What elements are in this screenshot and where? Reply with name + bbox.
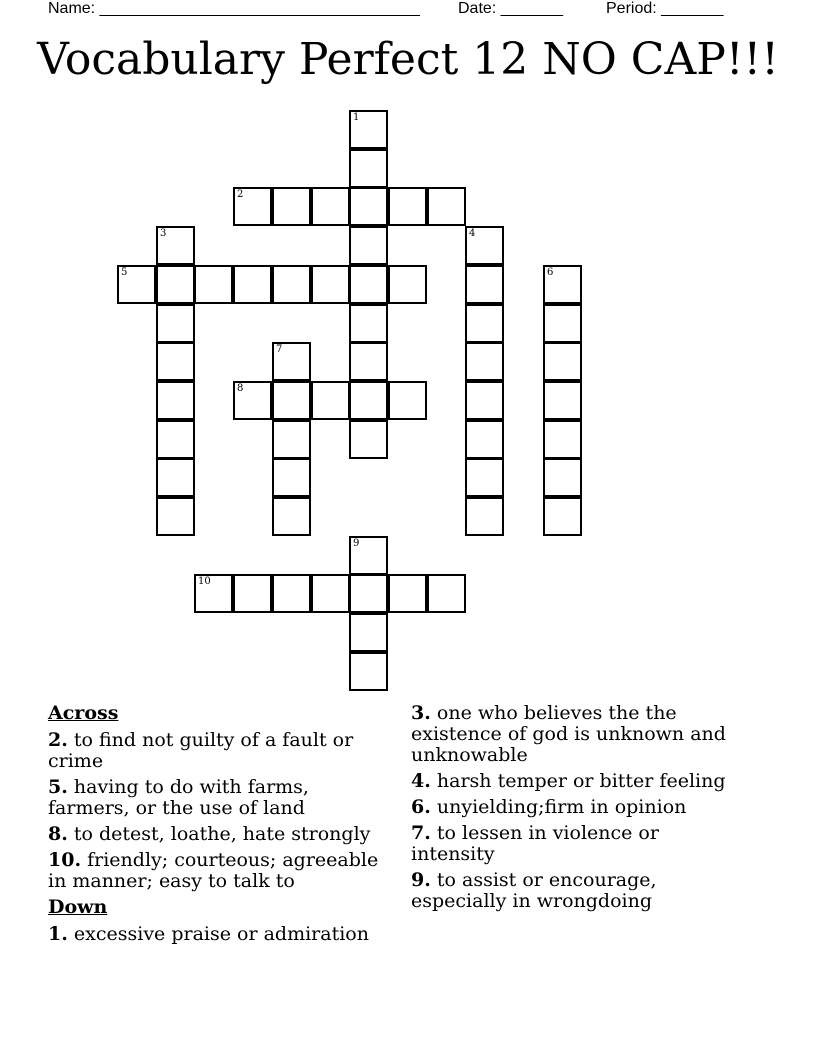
cell-clue-number: 7: [276, 344, 283, 355]
crossword-cell[interactable]: [311, 381, 350, 420]
clue-down-1: [48, 924, 393, 945]
clue-across-5: [48, 777, 393, 819]
down-heading: Down: [48, 896, 108, 918]
cell-clue-number: 10: [198, 576, 211, 587]
crossword-cell[interactable]: [156, 497, 195, 536]
crossword-cell[interactable]: [349, 574, 388, 613]
clue-number: 9.: [411, 869, 431, 891]
crossword-cell[interactable]: [349, 187, 388, 226]
cell-clue-number: 8: [237, 383, 244, 394]
clue-down-7: [411, 823, 746, 865]
crossword-cell[interactable]: [349, 420, 388, 459]
crossword-cell[interactable]: [388, 574, 427, 613]
clue-across-8: [48, 824, 393, 845]
crossword-cell[interactable]: [349, 149, 388, 188]
crossword-cell[interactable]: [465, 420, 504, 459]
crossword-cell[interactable]: [272, 342, 311, 381]
crossword-cell[interactable]: [543, 458, 582, 497]
crossword-cell[interactable]: [272, 497, 311, 536]
name-field-label: Name: ____________________________________: [48, 0, 420, 17]
crossword-cell[interactable]: [156, 265, 195, 304]
crossword-cell[interactable]: [465, 342, 504, 381]
crossword-cell[interactable]: [156, 458, 195, 497]
crossword-cell[interactable]: [194, 265, 233, 304]
clue-number: 8.: [48, 823, 68, 845]
clue-number: 2.: [48, 729, 68, 751]
crossword-cell[interactable]: [543, 497, 582, 536]
crossword-cell[interactable]: [349, 381, 388, 420]
crossword-cell[interactable]: [465, 458, 504, 497]
crossword-cell[interactable]: [272, 574, 311, 613]
crossword-cell[interactable]: [349, 265, 388, 304]
crossword-cell[interactable]: [465, 497, 504, 536]
cell-clue-number: 9: [353, 538, 360, 549]
crossword-cell[interactable]: [311, 574, 350, 613]
clue-text: one who believes the the existence of god is unknown and unknowable: [411, 702, 726, 766]
clue-text: excessive praise or admiration: [73, 923, 369, 945]
crossword-cell[interactable]: [117, 265, 156, 304]
crossword-cell[interactable]: [465, 226, 504, 265]
clue-number: 7.: [411, 822, 431, 844]
clues-column-left: [48, 703, 393, 950]
crossword-cell[interactable]: [272, 381, 311, 420]
clue-across-2: [48, 730, 393, 772]
cell-clue-number: 5: [121, 267, 128, 278]
clue-text: harsh temper or bitter feeling: [436, 770, 726, 792]
clue-number: 10.: [48, 849, 82, 871]
clue-text: friendly; courteous; agreeable in manner; easy to talk to: [48, 849, 379, 892]
crossword-cell[interactable]: [156, 342, 195, 381]
clue-number: 1.: [48, 923, 68, 945]
crossword-cell[interactable]: [465, 304, 504, 343]
crossword-cell[interactable]: [311, 265, 350, 304]
crossword-cell[interactable]: [543, 381, 582, 420]
student-info-header: [48, 0, 748, 20]
cell-clue-number: 3: [160, 228, 167, 239]
clue-text: unyielding;firm in opinion: [436, 796, 687, 818]
cell-clue-number: 2: [237, 189, 244, 200]
crossword-cell[interactable]: [156, 381, 195, 420]
crossword-cell[interactable]: [233, 381, 272, 420]
clue-text: to detest, loathe, hate strongly: [73, 823, 371, 845]
crossword-cell[interactable]: [349, 226, 388, 265]
clue-text: having to do with farms, farmers, or the use of land: [48, 776, 309, 819]
crossword-cell[interactable]: [543, 265, 582, 304]
crossword-cell[interactable]: [388, 187, 427, 226]
clue-down-9: [411, 870, 746, 912]
crossword-cell[interactable]: [388, 381, 427, 420]
crossword-cell[interactable]: [156, 226, 195, 265]
clue-number: 6.: [411, 796, 431, 818]
crossword-cell[interactable]: [156, 420, 195, 459]
cell-clue-number: 1: [353, 112, 360, 123]
crossword-cell[interactable]: [349, 304, 388, 343]
crossword-cell[interactable]: [233, 574, 272, 613]
cell-clue-number: 4: [469, 228, 476, 239]
period-field-label: Period: _______: [606, 0, 724, 17]
crossword-cell[interactable]: [543, 304, 582, 343]
crossword-cell[interactable]: [349, 342, 388, 381]
date-field-label: Date: _______: [458, 0, 563, 17]
crossword-cell[interactable]: [272, 420, 311, 459]
clue-down-6: [411, 797, 746, 818]
clue-number: 3.: [411, 702, 431, 724]
across-heading: Across: [48, 702, 119, 724]
crossword-cell[interactable]: [156, 304, 195, 343]
clue-text: to find not guilty of a fault or crime: [48, 729, 354, 772]
crossword-cell[interactable]: [233, 187, 272, 226]
crossword-cell[interactable]: [311, 187, 350, 226]
clue-down-3: [411, 703, 746, 766]
crossword-cell[interactable]: [349, 652, 388, 691]
crossword-cell[interactable]: [349, 613, 388, 652]
crossword-cell[interactable]: [233, 265, 272, 304]
clue-number: 4.: [411, 770, 431, 792]
crossword-cell[interactable]: [349, 110, 388, 149]
crossword-cell[interactable]: [427, 187, 466, 226]
crossword-cell[interactable]: [388, 265, 427, 304]
clue-number: 5.: [48, 776, 68, 798]
page-title: Vocabulary Perfect 12 NO CAP!!!: [37, 34, 779, 85]
cell-clue-number: 6: [547, 267, 554, 278]
crossword-cell[interactable]: [543, 342, 582, 381]
clue-text: to assist or encourage, especially in wrongdoing: [411, 869, 657, 912]
crossword-cell[interactable]: [465, 265, 504, 304]
crossword-cell[interactable]: [194, 574, 233, 613]
clue-down-4: [411, 771, 746, 792]
crossword-cell[interactable]: [272, 458, 311, 497]
crossword-cell[interactable]: [465, 381, 504, 420]
crossword-cell[interactable]: [427, 574, 466, 613]
crossword-cell[interactable]: [272, 187, 311, 226]
crossword-cell[interactable]: [272, 265, 311, 304]
clue-across-10: [48, 850, 393, 892]
crossword-cell[interactable]: [543, 420, 582, 459]
crossword-cell[interactable]: [349, 536, 388, 575]
clues-column-right: [411, 703, 746, 917]
clue-text: to lessen in violence or intensity: [411, 822, 659, 865]
